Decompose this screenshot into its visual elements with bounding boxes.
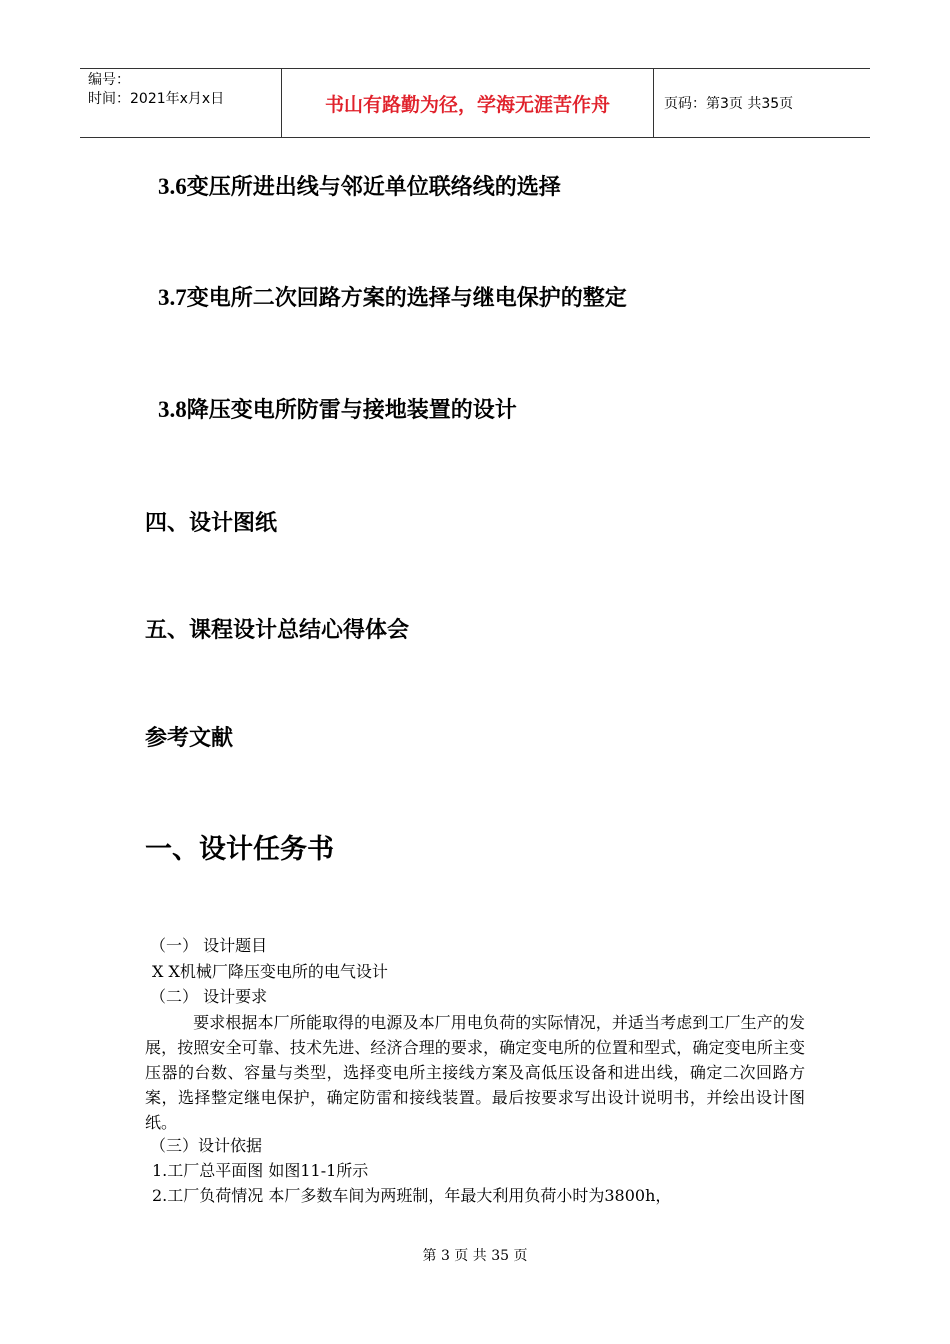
heading-3-6-number: 3.6 (158, 174, 187, 199)
heading-3-8 (158, 393, 517, 424)
heading-3-8-text: 降压变电所防雷与接地装置的设计 (186, 397, 517, 423)
heading-summary: 五、课程设计总结心得体会 (145, 617, 410, 643)
heading-references: 参考文献 (145, 725, 234, 751)
time-label: 时间：2021年x月x日 (88, 91, 225, 107)
number-label: 编号： (88, 72, 130, 88)
header-motto: 书山有路勤为径，学海无涯苦作舟 (282, 69, 654, 137)
heading-3-7-text: 变电所二次回路方案的选择与继电保护的整定 (186, 285, 627, 311)
section-title-topic: （一） 设计题目 (150, 936, 268, 955)
page-header (80, 68, 870, 138)
heading-3-7 (158, 281, 627, 312)
header-page-label: 页码：第3页 共35页 (664, 96, 794, 112)
header-meta (80, 69, 282, 137)
basis-item-2: 2.工厂负荷情况 本厂多数车间为两班制，年最大利用负荷小时为3800h， (152, 1186, 672, 1205)
topic-text: X X机械厂降压变电所的电气设计 (152, 962, 388, 981)
requirements-text: 要求根据本厂所能取得的电源及本厂用电负荷的实际情况，并适当考虑到工厂生产的发展，按照安全可靠、技术先进、经济合理的要求，确定变电所的位置和型式，确定变电所主变压器的台数、容量与类型，选择变电所主接线方案及高低压设备和进出线，确定二次回路方案，选择整定继电保护，确定防雷和接线装置。最后按要求写出设计说明书，并绘出设计图纸。 (145, 1013, 805, 1132)
heading-3-6 (158, 170, 561, 201)
section-title-basis: （三）设计依据 (150, 1136, 263, 1155)
requirements-paragraph (145, 1010, 805, 1135)
basis-item-1: 1.工厂总平面图 如图11-1所示 (152, 1161, 369, 1180)
heading-design-drawings: 四、设计图纸 (145, 510, 278, 536)
section-title-requirements: （二） 设计要求 (150, 987, 268, 1006)
page-footer: 第 3 页 共 35 页 (422, 1248, 528, 1264)
heading-3-8-number: 3.8 (158, 397, 187, 422)
heading-3-7-number: 3.7 (158, 285, 187, 310)
heading-3-6-text: 变压所进出线与邻近单位联络线的选择 (186, 174, 561, 200)
heading-task-book: 一、设计任务书 (145, 834, 334, 865)
